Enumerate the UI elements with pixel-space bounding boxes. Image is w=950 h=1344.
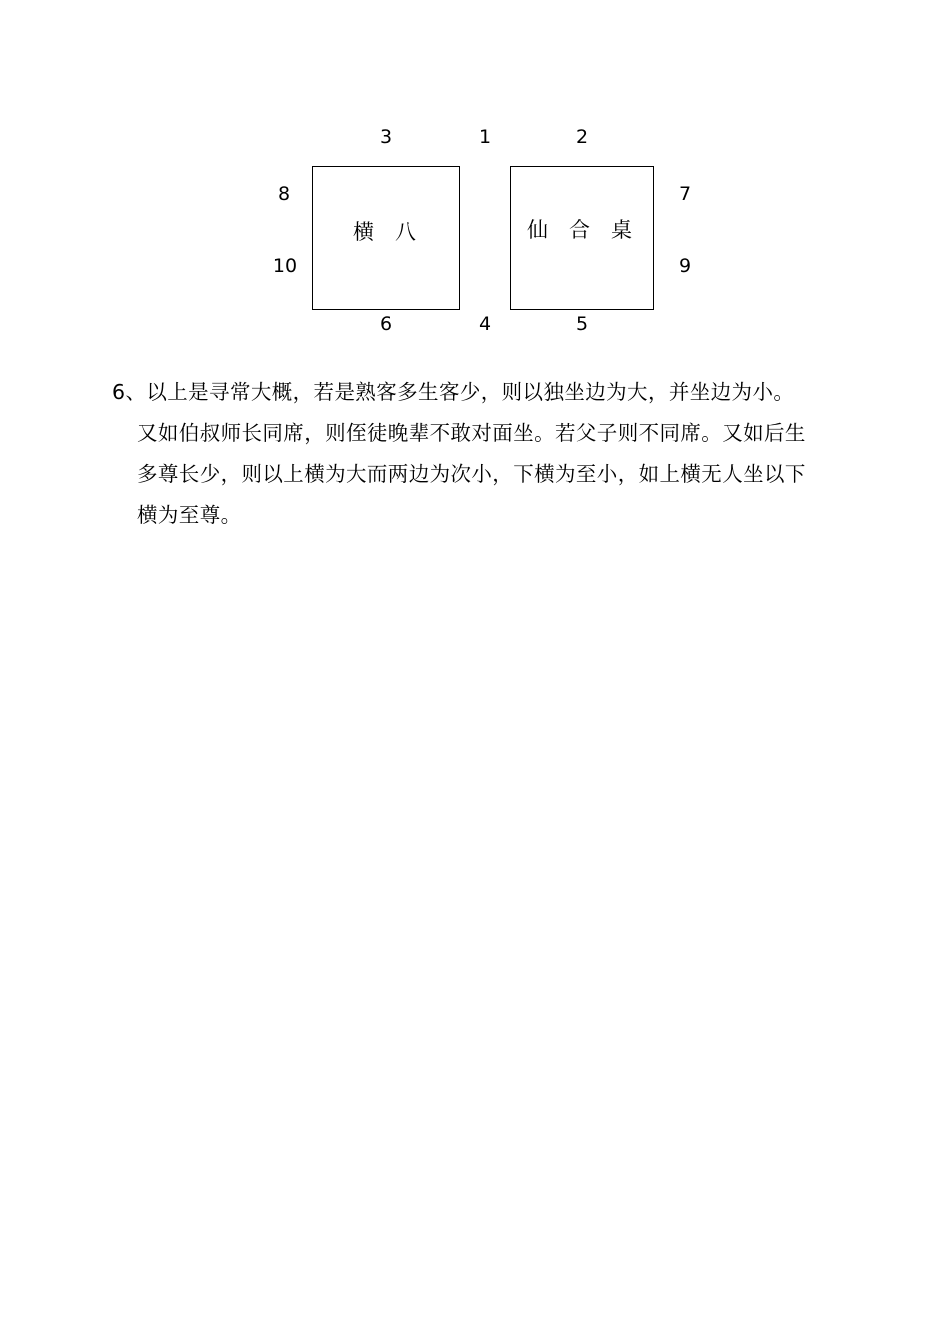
left-table-box <box>312 166 460 310</box>
paragraph-line-3: 多尊长少，则以上横为大而两边为次小，下横为至小，如上横无人坐以下 <box>137 462 806 486</box>
right-table-label: 仙 合 桌 <box>527 218 632 242</box>
seat-number-9: 9 <box>678 255 692 277</box>
seat-number-5: 5 <box>575 313 589 335</box>
paragraph-line-4: 横为至尊。 <box>137 503 242 527</box>
right-table-box <box>510 166 654 310</box>
seat-number-2: 2 <box>575 126 589 148</box>
seat-number-10: 10 <box>272 255 298 277</box>
paragraph-line-1: 6、以上是寻常大概，若是熟客多生客少，则以独坐边为大，并坐边为小。 <box>112 380 795 404</box>
paragraph-line-2: 又如伯叔师长同席，则侄徒晚辈不敢对面坐。若父子则不同席。又如后生 <box>137 421 806 445</box>
seat-number-1: 1 <box>478 126 492 148</box>
seat-number-7: 7 <box>678 183 692 205</box>
seat-number-3: 3 <box>379 126 393 148</box>
left-table-label: 横 八 <box>353 220 416 244</box>
seat-number-4: 4 <box>478 313 492 335</box>
seat-number-8: 8 <box>277 183 291 205</box>
seating-diagram <box>0 0 950 350</box>
seat-number-6: 6 <box>379 313 393 335</box>
rule-paragraph <box>112 372 872 536</box>
